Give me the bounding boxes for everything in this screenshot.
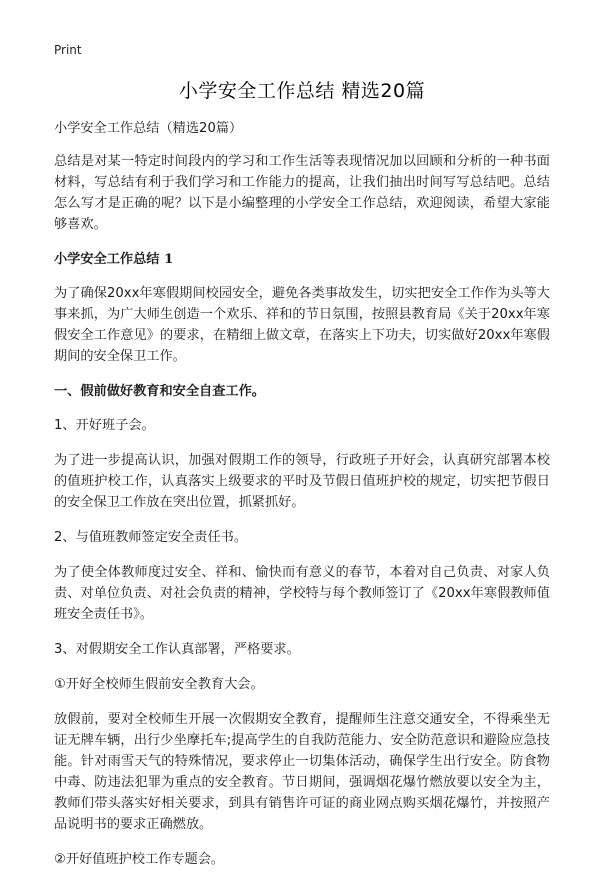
item-3-heading: 3、对假期安全工作认真部署，严格要求。	[54, 642, 300, 657]
item-2-paragraph: 为了使全体教师度过安全、祥和、愉快而有意义的春节，本着对自己负责、对家人负责、对单位负责、对社会负责的精神，学校特与每个教师签订了《20xx年寒假教师值班安全责任书》。	[54, 565, 550, 622]
item-1-paragraph: 为了进一步提高认识，加强对假期工作的领导，行政班子开好会，认真研究部署本校的值班护校工作，认真落实上级要求的平时及节假日值班护校的规定，切实把节假日的安全保卫工作放在突出位置，抓紧抓好。	[54, 453, 550, 510]
item-2-heading: 2、与值班教师签定安全责任书。	[54, 530, 248, 545]
section-1-paragraph: 为了确保20xx年寒假期间校园安全，避免各类事故发生，切实把安全工作作为头等大事来抓，为广大师生创造一个欢乐、祥和的节日氛围，按照县教育局《关于20xx年寒假安全工作意见》的要求，在精细上做文章，在落实上下功夫，切实做好20xx年寒假期间的安全保卫工作。	[54, 286, 550, 364]
document-subtitle: 小学安全工作总结（精选20篇）	[54, 121, 243, 136]
sub-item-1-paragraph: 放假前，要对全校师生开展一次假期安全教育，提醒师生注意交通安全，不得乘坐无证无牌车辆，出行少坐摩托车;提高学生的自我防范能力、安全防范意识和避险应急技能。针对雨雪天气的特殊情况，要求停止一切集体活动，确保学生出行安全。防食物中毒、防违法犯罪为重点的安全教育。节日期间，强调烟花爆竹燃放要以安全为主，教师们带头落实好相关要求，到具有销售许可证的商业网点购买烟花爆竹，并按照产品说明书的要求正确燃放。	[54, 712, 550, 832]
item-1-heading: 1、开好班子会。	[54, 418, 155, 433]
document-body	[54, 78, 550, 884]
page-title: 小学安全工作总结 精选20篇	[178, 80, 426, 102]
section-heading-1: 小学安全工作总结 1	[54, 252, 174, 267]
print-link[interactable]: Print	[54, 43, 82, 57]
part-heading-1: 一、假前做好教育和安全自查工作。	[54, 384, 265, 399]
sub-item-1-heading: ①开好全校师生假前安全教育大会。	[54, 677, 264, 692]
intro-paragraph: 总结是对某一特定时间段内的学习和工作生活等表现情况加以回顾和分析的一种书面材料，写总结有利于我们学习和工作能力的提高，让我们抽出时间写写总结吧。总结怎么写才是正确的呢？以下是小编整理的小学安全工作总结，欢迎阅读，希望大家能够喜欢。	[54, 154, 550, 232]
sub-item-2-heading: ②开好值班护校工作专题会。	[54, 852, 225, 867]
